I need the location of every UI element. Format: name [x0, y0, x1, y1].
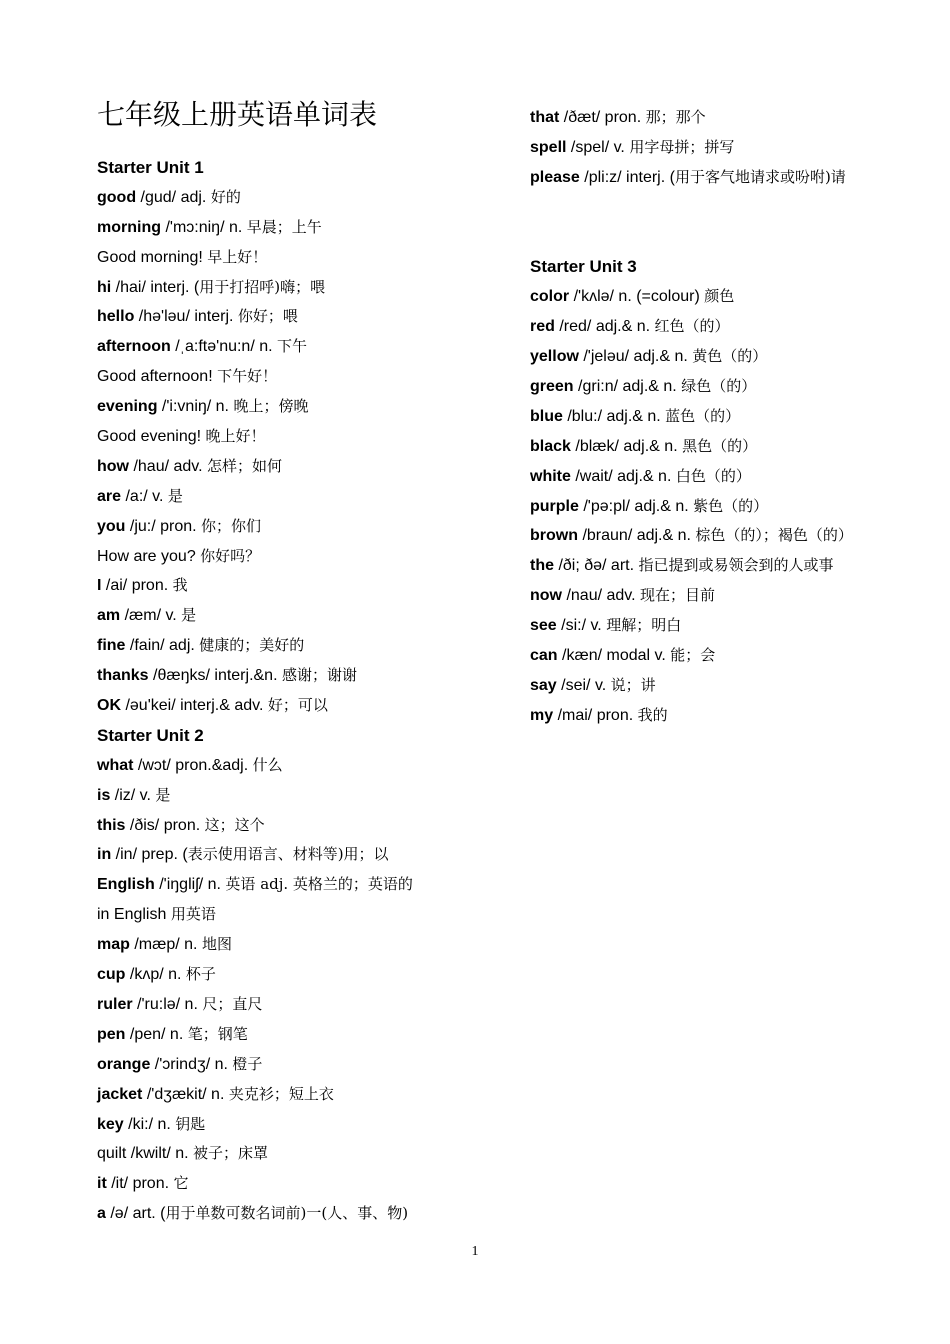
headword: map	[97, 936, 130, 954]
headword: brown	[530, 527, 578, 545]
vocab-entry	[97, 1020, 517, 1050]
phonetic-and-pos: /blæk/ adj.& n.	[570, 437, 683, 455]
left-column	[97, 153, 517, 1229]
chinese-meaning: 健康的；美好的	[199, 636, 305, 655]
vocab-entry	[97, 960, 517, 990]
phonetic-and-pos: /æm/ v.	[120, 607, 182, 625]
headword: jacket	[97, 1085, 143, 1103]
chinese-meaning: 被子；床罩	[193, 1144, 269, 1163]
vocab-entry	[97, 512, 517, 542]
phonetic-and-pos: /wɔt/ pron.&adj.	[133, 756, 253, 774]
phonetic-and-pos: /wait/ adj.& n.	[570, 467, 676, 485]
headword: can	[530, 647, 558, 665]
chinese-meaning: 英语 adj. 英格兰的；英语的	[225, 875, 413, 894]
phonetic-and-pos: /əu'kei/ interj.& adv.	[121, 697, 268, 715]
headword: please	[530, 168, 580, 186]
chinese-meaning: 是	[155, 785, 171, 804]
vocab-entry	[530, 551, 940, 581]
vocab-entry	[530, 492, 940, 522]
chinese-meaning: 夹克衫；短上衣	[228, 1084, 334, 1103]
phonetic-and-pos: /ðis/ pron.	[125, 816, 205, 834]
chinese-meaning: 晚上；傍晚	[233, 397, 309, 416]
phonetic-and-pos: /braun/ adj.& n.	[578, 527, 696, 545]
vocab-entry	[97, 1110, 517, 1140]
headword: what	[97, 756, 134, 774]
chinese-meaning: 现在；目前	[639, 586, 715, 605]
phonetic-and-pos: How are you?	[97, 547, 201, 565]
phonetic-and-pos: /gri:n/ adj.& n.	[573, 378, 682, 396]
vocab-entry	[97, 751, 517, 781]
vocab-entry	[530, 671, 940, 701]
vocab-entry	[530, 402, 940, 432]
phonetic-and-pos: /kæn/ modal v.	[557, 647, 671, 665]
headword: orange	[97, 1055, 151, 1073]
vocab-entry	[97, 990, 517, 1020]
vocab-entry	[97, 392, 517, 422]
blank-space	[530, 193, 940, 253]
chinese-meaning: 用于客气地请求或吩咐)请	[674, 167, 846, 186]
vocab-entry	[97, 1050, 517, 1080]
chinese-meaning: 我的	[637, 705, 668, 724]
chinese-meaning: 理解；明白	[606, 616, 682, 635]
headword: pen	[97, 1025, 126, 1043]
headword: evening	[97, 398, 158, 416]
phonetic-and-pos: /in/ prep. (	[111, 846, 188, 864]
chinese-meaning: 颜色	[704, 287, 735, 306]
vocab-entry	[530, 372, 940, 402]
vocab-entry	[97, 631, 517, 661]
phonetic-and-pos: /'pə:pl/ adj.& n.	[578, 497, 694, 515]
chinese-meaning: 晚上好！	[205, 427, 266, 446]
headword: fine	[97, 637, 126, 655]
vocab-entry	[530, 611, 940, 641]
headword: thanks	[97, 667, 149, 685]
phonetic-and-pos: /'ru:lə/ n.	[132, 995, 203, 1013]
phonetic-and-pos: Good morning!	[97, 248, 208, 266]
headword: hello	[97, 308, 135, 326]
headword: I	[97, 577, 102, 595]
vocab-entry	[97, 1199, 517, 1229]
phonetic-and-pos: /pen/ n.	[125, 1025, 188, 1043]
phonetic-and-pos: Good afternoon!	[97, 368, 218, 386]
vocab-entry	[97, 1139, 517, 1169]
vocab-entry	[97, 243, 517, 273]
headword: red	[530, 318, 555, 336]
phonetic-and-pos: /blu:/ adj.& n.	[562, 407, 666, 425]
chinese-meaning: 我	[172, 576, 188, 595]
chinese-meaning: 表示使用语言、材料等)用；以	[187, 845, 389, 864]
headword: morning	[97, 218, 161, 236]
chinese-meaning: 你；你们	[201, 516, 262, 535]
phonetic-and-pos: /ðæt/ pron.	[559, 109, 646, 126]
chinese-meaning: 下午	[277, 337, 308, 356]
vocab-entry	[97, 183, 517, 213]
vocab-entry	[97, 273, 517, 303]
headword: my	[530, 706, 554, 724]
chinese-meaning: 它	[173, 1174, 189, 1193]
headword: spell	[530, 138, 567, 156]
vocab-entry	[97, 900, 517, 930]
phonetic-and-pos: /it/ pron.	[106, 1175, 174, 1193]
phonetic-and-pos: /ˌa:ftə'nu:n/ n.	[170, 338, 278, 356]
headword: are	[97, 487, 122, 505]
chinese-meaning: 指已提到或易领会到的人或事	[638, 556, 834, 575]
vocab-entry	[97, 1169, 517, 1199]
chinese-meaning: 尺；直尺	[202, 994, 263, 1013]
headword: is	[97, 786, 111, 804]
headword: in	[97, 846, 112, 864]
chinese-meaning: 感谢；谢谢	[281, 666, 357, 685]
phonetic-and-pos: /si:/ v.	[556, 617, 607, 635]
chinese-meaning: 是	[181, 606, 197, 625]
phonetic-and-pos: /fain/ adj.	[125, 637, 200, 655]
page-title: 七年级上册英语单词表	[97, 98, 378, 131]
phonetic-and-pos: /mai/ pron.	[553, 706, 638, 724]
vocab-entry	[530, 432, 940, 462]
phonetic-and-pos: in English	[97, 906, 171, 924]
headword: OK	[97, 697, 121, 715]
chinese-meaning: 地图	[201, 935, 232, 954]
chinese-meaning: 蓝色（的）	[665, 406, 741, 425]
headword: afternoon	[97, 338, 171, 356]
phonetic-and-pos: /mæp/ n.	[129, 936, 202, 954]
phonetic-and-pos: /'iŋgliʃ/ n.	[154, 876, 226, 894]
headword: that	[530, 109, 560, 126]
headword: this	[97, 816, 126, 834]
chinese-meaning: 棕色（的）；褐色（的）	[695, 526, 853, 545]
phonetic-and-pos: /iz/ v.	[110, 786, 156, 804]
headword: English	[97, 876, 155, 894]
vocab-entry	[530, 103, 940, 133]
phonetic-and-pos: /pli:z/ interj. (	[579, 168, 675, 186]
vocab-entry	[97, 571, 517, 601]
chinese-meaning: 怎样；如何	[206, 456, 282, 475]
phonetic-and-pos: /gud/ adj.	[136, 188, 211, 206]
phonetic-and-pos: /ai/ pron.	[101, 577, 173, 595]
chinese-meaning: 下午好！	[217, 367, 278, 386]
vocab-entry	[97, 482, 517, 512]
headword: a	[97, 1205, 106, 1223]
headword: color	[530, 288, 570, 306]
headword: purple	[530, 497, 579, 515]
phonetic-and-pos: /a:/ v.	[121, 487, 168, 505]
vocab-entry	[530, 163, 940, 193]
chinese-meaning: 用字母拼；拼写	[629, 137, 735, 156]
phonetic-and-pos: /'jeləu/ adj.& n.	[578, 348, 693, 366]
vocab-entry	[530, 641, 940, 671]
vocab-entry	[97, 452, 517, 482]
headword: cup	[97, 966, 126, 984]
phonetic-and-pos: /'kʌlə/ n. (=colour)	[569, 288, 705, 306]
chinese-meaning: 说；讲	[610, 675, 656, 694]
chinese-meaning: 笔；钢笔	[187, 1024, 248, 1043]
chinese-meaning: 绿色（的）	[681, 377, 757, 396]
headword: green	[530, 378, 574, 396]
phonetic-and-pos: /red/ adj.& n.	[554, 318, 655, 336]
headword: black	[530, 437, 571, 455]
chinese-meaning: 好；可以	[267, 696, 328, 715]
phonetic-and-pos: /kʌp/ n.	[125, 966, 186, 984]
phonetic-and-pos: quilt /kwilt/ n.	[97, 1145, 194, 1163]
phonetic-and-pos: /ki:/ n.	[123, 1115, 176, 1133]
vocab-entry	[97, 422, 517, 452]
vocab-entry	[97, 213, 517, 243]
phonetic-and-pos: /'ɔrindʒ/ n.	[150, 1055, 233, 1073]
unit-heading: Starter Unit 1	[97, 158, 204, 177]
chinese-meaning: 那；那个	[645, 108, 706, 126]
vocab-entry	[97, 781, 517, 811]
headword: white	[530, 467, 571, 485]
vocab-entry	[97, 691, 517, 721]
phonetic-and-pos: /hau/ adv.	[129, 457, 207, 475]
headword: the	[530, 557, 554, 575]
chinese-meaning: 白色（的）	[675, 466, 751, 485]
chinese-meaning: 是	[167, 486, 183, 505]
unit-heading: Starter Unit 2	[97, 725, 204, 745]
vocab-entry	[97, 1080, 517, 1110]
chinese-meaning: 能；会	[670, 646, 716, 665]
headword: it	[97, 1175, 107, 1193]
vocab-entry	[97, 870, 517, 900]
headword: blue	[530, 407, 563, 425]
vocab-entry	[530, 521, 940, 551]
vocab-entry	[530, 701, 940, 731]
vocab-entry	[530, 282, 940, 312]
phonetic-and-pos: /'mɔ:niŋ/ n.	[161, 218, 247, 236]
headword: yellow	[530, 348, 579, 366]
unit-heading: Starter Unit 3	[530, 257, 637, 277]
right-column	[530, 103, 940, 731]
chinese-meaning: 好的	[210, 187, 241, 206]
chinese-meaning: 用英语	[170, 905, 216, 924]
headword: say	[530, 676, 557, 694]
headword: key	[97, 1115, 124, 1133]
chinese-meaning: 这；这个	[204, 815, 265, 834]
headword: see	[530, 617, 557, 635]
vocab-entry	[530, 581, 940, 611]
headword: now	[530, 587, 562, 605]
chinese-meaning: 你好吗？	[200, 546, 261, 565]
headword: am	[97, 607, 121, 625]
phonetic-and-pos: /'dʒækit/ n.	[142, 1085, 229, 1103]
headword: how	[97, 457, 129, 475]
phonetic-and-pos: /spel/ v.	[566, 138, 630, 156]
phonetic-and-pos: /nau/ adv.	[562, 587, 640, 605]
phonetic-and-pos: /'i:vniŋ/ n.	[157, 398, 234, 416]
chinese-meaning: 早上好！	[207, 247, 268, 266]
chinese-meaning: 黑色（的）	[682, 436, 758, 455]
vocab-entry	[97, 332, 517, 362]
vocab-entry	[97, 930, 517, 960]
vocab-entry	[530, 312, 940, 342]
phonetic-and-pos: /hə'ləu/ interj.	[134, 308, 238, 326]
vocab-entry	[97, 661, 517, 691]
vocab-entry	[530, 462, 940, 492]
vocab-entry	[530, 342, 940, 372]
chinese-meaning: 早晨；上午	[246, 217, 322, 236]
chinese-meaning: 红色（的）	[654, 317, 730, 336]
chinese-meaning: 你好；喂	[237, 307, 298, 326]
phonetic-and-pos: /ju:/ pron.	[125, 517, 202, 535]
vocab-entry	[97, 362, 517, 392]
chinese-meaning: 紫色（的）	[693, 496, 769, 515]
chinese-meaning: 什么	[252, 755, 283, 774]
phonetic-and-pos: /hai/ interj. (	[111, 278, 200, 296]
phonetic-and-pos: /ə/ art. (	[105, 1205, 166, 1223]
phonetic-and-pos: Good evening!	[97, 428, 206, 446]
vocab-entry	[530, 133, 940, 163]
chinese-meaning: 黄色（的）	[692, 347, 768, 366]
headword: good	[97, 188, 137, 206]
phonetic-and-pos: /ði; ðə/ art.	[554, 557, 639, 575]
vocab-entry	[97, 840, 517, 870]
chinese-meaning: 用于单数可数名词前)一(人、事、物)	[165, 1204, 409, 1223]
vocab-entry	[97, 302, 517, 332]
headword: you	[97, 517, 126, 535]
vocab-entry	[97, 542, 517, 572]
chinese-meaning: 杯子	[185, 965, 216, 984]
page-number: 1	[471, 1244, 479, 1259]
chinese-meaning: 用于打招呼)嗨；喂	[199, 277, 326, 296]
phonetic-and-pos: /θæŋks/ interj.&n.	[148, 667, 282, 685]
chinese-meaning: 橙子	[232, 1054, 263, 1073]
headword: ruler	[97, 995, 133, 1013]
phonetic-and-pos: /sei/ v.	[556, 676, 611, 694]
vocab-entry	[97, 811, 517, 841]
vocab-entry	[97, 601, 517, 631]
chinese-meaning: 钥匙	[175, 1114, 206, 1133]
headword: hi	[97, 278, 112, 296]
